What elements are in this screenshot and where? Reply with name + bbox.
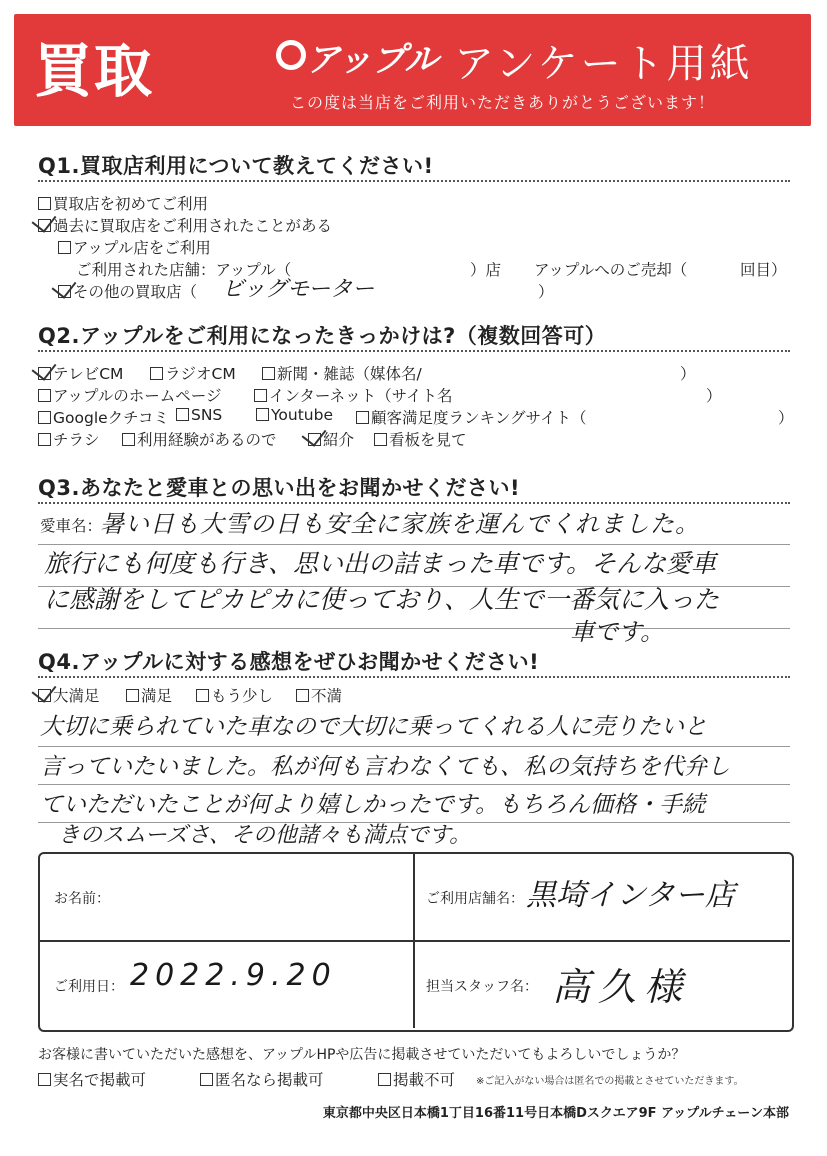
q2-internet-close: ）	[706, 387, 722, 405]
q4-option-very[interactable]	[38, 684, 100, 706]
q1-other-answer[interactable]: ビッグモーター	[222, 277, 375, 302]
q2-option-intro[interactable]	[308, 428, 354, 450]
consent-not-allowed[interactable]	[378, 1068, 455, 1090]
q2-news-close: ）	[680, 365, 696, 383]
q1-sale-suffix: 回目）	[740, 261, 787, 279]
q4-option-very-label: 大満足	[53, 687, 100, 705]
q2-option-internet[interactable]	[254, 384, 453, 406]
q3-heading: Q3.あなたと愛車との思い出をお聞かせください!	[38, 476, 521, 500]
header-banner	[14, 14, 811, 126]
q4-answer-line[interactable]: ていただいたことが何より嬉しかったです。もちろん価格・手続	[40, 792, 706, 818]
q2-ranking-close: ）	[778, 409, 794, 427]
q1-option-first-label: 買取店を初めてご利用	[53, 195, 209, 213]
q4-rule-1	[38, 746, 790, 747]
q4-option-satisfied[interactable]	[126, 684, 172, 706]
q2-option-sns[interactable]	[176, 406, 222, 424]
kaitori-title: 買取	[34, 37, 155, 105]
q1-heading: Q1.買取店利用について教えてください!	[38, 154, 434, 178]
q2-option-tv[interactable]	[38, 362, 123, 384]
q4-answer-line[interactable]: 言っていたいました。私が何も言わなくても、私の気持ちを代弁し	[40, 754, 730, 780]
checkbox[interactable]	[254, 389, 267, 402]
checkbox[interactable]	[200, 1073, 213, 1086]
q4-option-unsatisfied-label: 不満	[311, 687, 343, 705]
q3-answer-line[interactable]: 暑い日も大雪の日も安全に家族を運んでくれました。	[100, 510, 700, 538]
q2-option-google-label: Googleクチコミ	[53, 409, 170, 427]
q2-option-news[interactable]	[262, 362, 422, 384]
q2-option-sign[interactable]	[374, 428, 467, 450]
checkbox[interactable]	[150, 367, 163, 380]
checkbox-checked[interactable]	[308, 433, 321, 446]
checkbox[interactable]	[196, 689, 209, 702]
consent-anonymous-label: 匿名なら掲載可	[215, 1071, 324, 1089]
staff-value[interactable]: 高久様	[552, 965, 691, 1009]
q2-option-flyer-label: チラシ	[53, 431, 100, 449]
q2-option-internet-label: インターネット（サイト名	[269, 387, 453, 405]
q1-option-past-label: 過去に買取店をご利用されたことがある	[53, 217, 333, 235]
q2-option-homepage-label: アップルのホームページ	[53, 387, 222, 405]
checkbox[interactable]	[38, 411, 51, 424]
q2-option-youtube[interactable]	[256, 406, 333, 424]
q2-option-google[interactable]	[38, 406, 169, 428]
q2-option-radio-label: ラジオCM	[165, 365, 236, 383]
survey-subtitle: この度は当店をご利用いただきありがとうございます！	[290, 93, 716, 112]
consent-note: ※ご記入がない場合は匿名での掲載とさせていただきます。	[476, 1076, 744, 1087]
q2-option-sign-label: 看板を見て	[389, 431, 467, 449]
q4-rule-2	[38, 784, 790, 785]
checkbox[interactable]	[126, 689, 139, 702]
consent-anonymous[interactable]	[200, 1068, 324, 1090]
checkbox-checked[interactable]	[58, 285, 71, 298]
staff-label: 担当スタッフ名：	[426, 979, 538, 995]
q3-answer-line[interactable]: 車です。	[570, 618, 665, 646]
q2-option-sns-label: SNS	[191, 406, 223, 424]
checkbox[interactable]	[122, 433, 135, 446]
q4-option-satisfied-label: 満足	[141, 687, 173, 705]
q2-option-ranking-label: 顧客満足度ランキングサイト（	[371, 409, 587, 427]
q2-option-tv-label: テレビCM	[53, 365, 124, 383]
q1-other-close: ）	[538, 283, 554, 301]
survey-title: アンケート用紙	[454, 41, 753, 87]
footer-address: 東京都中央区日本橋1丁目16番11号日本橋Dスクエア9F アップルチェーン本部	[322, 1106, 789, 1121]
name-label: お名前：	[54, 891, 110, 907]
q4-option-little[interactable]	[196, 684, 273, 706]
q4-answer-line[interactable]: きのスムーズさ、その他諸々も満点です。	[58, 823, 472, 848]
store-value[interactable]: 黒埼インター店	[526, 878, 735, 913]
q2-option-news-label: 新聞・雑誌（媒体名/	[277, 365, 422, 383]
q1-divider	[38, 180, 790, 182]
checkbox[interactable]	[38, 433, 51, 446]
q3-answer-line[interactable]: に感謝をしてピカピカに使っており、人生で一番気に入った	[44, 585, 720, 614]
q1-sale-label: アップルへのご売却（	[534, 261, 688, 279]
q2-option-intro-label: 紹介	[323, 431, 355, 449]
q1-option-apple-label: アップル店をご利用	[73, 239, 211, 257]
checkbox[interactable]	[38, 389, 51, 402]
date-label: ご利用日：	[54, 979, 124, 995]
q4-option-unsatisfied[interactable]	[296, 684, 342, 706]
q2-heading: Q2.アップルをご利用になったきっかけは?（複数回答可）	[38, 324, 607, 348]
checkbox[interactable]	[176, 408, 189, 421]
q4-answer-line[interactable]: 大切に乗られていた車なので大切に乗ってくれる人に売りたいと	[40, 714, 707, 740]
checkbox[interactable]	[58, 241, 71, 254]
store-label: ご利用店舗名：	[426, 891, 524, 907]
checkbox[interactable]	[256, 408, 269, 421]
q3-rule-3	[38, 628, 790, 629]
consent-not-allowed-label: 掲載不可	[393, 1071, 456, 1089]
q4-option-little-label: もう少し	[211, 687, 274, 705]
consent-question: お客様に書いていただいた感想を、アップルHPや広告に掲載させていただいてもよろしいでしょうか？	[38, 1047, 686, 1063]
q2-option-ranking[interactable]	[356, 406, 586, 428]
q4-heading: Q4.アップルに対する感想をぜひお聞かせください!	[38, 650, 540, 674]
q1-store-suffix: ）店	[470, 261, 502, 279]
brand-logo: アップル	[306, 40, 439, 80]
q1-store-label: ご利用された店舗：アップル（	[76, 261, 292, 279]
q1-option-first[interactable]	[38, 192, 208, 214]
q4-divider	[38, 676, 790, 678]
date-value[interactable]: 2022.9.20	[130, 958, 337, 993]
checkbox[interactable]	[378, 1073, 391, 1086]
checkbox[interactable]	[356, 411, 369, 424]
q2-option-homepage[interactable]	[38, 384, 222, 406]
q2-divider	[38, 350, 790, 352]
q2-option-flyer[interactable]	[38, 428, 100, 450]
checkbox-checked[interactable]	[38, 219, 51, 232]
q1-option-apple[interactable]	[58, 236, 211, 258]
form-divider-horizontal	[40, 940, 790, 942]
q1-option-other[interactable]	[58, 280, 197, 302]
q2-option-youtube-label: Youtube	[271, 406, 333, 424]
q2-option-experience[interactable]	[122, 428, 277, 450]
checkbox-checked[interactable]	[38, 367, 51, 380]
checkbox-checked[interactable]	[38, 689, 51, 702]
q1-option-other-label: その他の買取店（	[73, 283, 198, 301]
consent-real-name[interactable]	[38, 1068, 146, 1090]
q1-option-past[interactable]	[38, 214, 332, 236]
checkbox[interactable]	[296, 689, 309, 702]
checkbox[interactable]	[38, 1073, 51, 1086]
q3-answer-line[interactable]: 旅行にも何度も行き、思い出の詰まった車です。そんな愛車	[44, 549, 717, 578]
checkbox[interactable]	[262, 367, 275, 380]
apple-logo-icon	[276, 40, 306, 70]
q3-car-label: 愛車名：	[40, 517, 103, 535]
checkbox[interactable]	[374, 433, 387, 446]
consent-real-name-label: 実名で掲載可	[53, 1071, 147, 1089]
q2-option-experience-label: 利用経験があるので	[137, 431, 277, 449]
q2-option-radio[interactable]	[150, 362, 236, 384]
